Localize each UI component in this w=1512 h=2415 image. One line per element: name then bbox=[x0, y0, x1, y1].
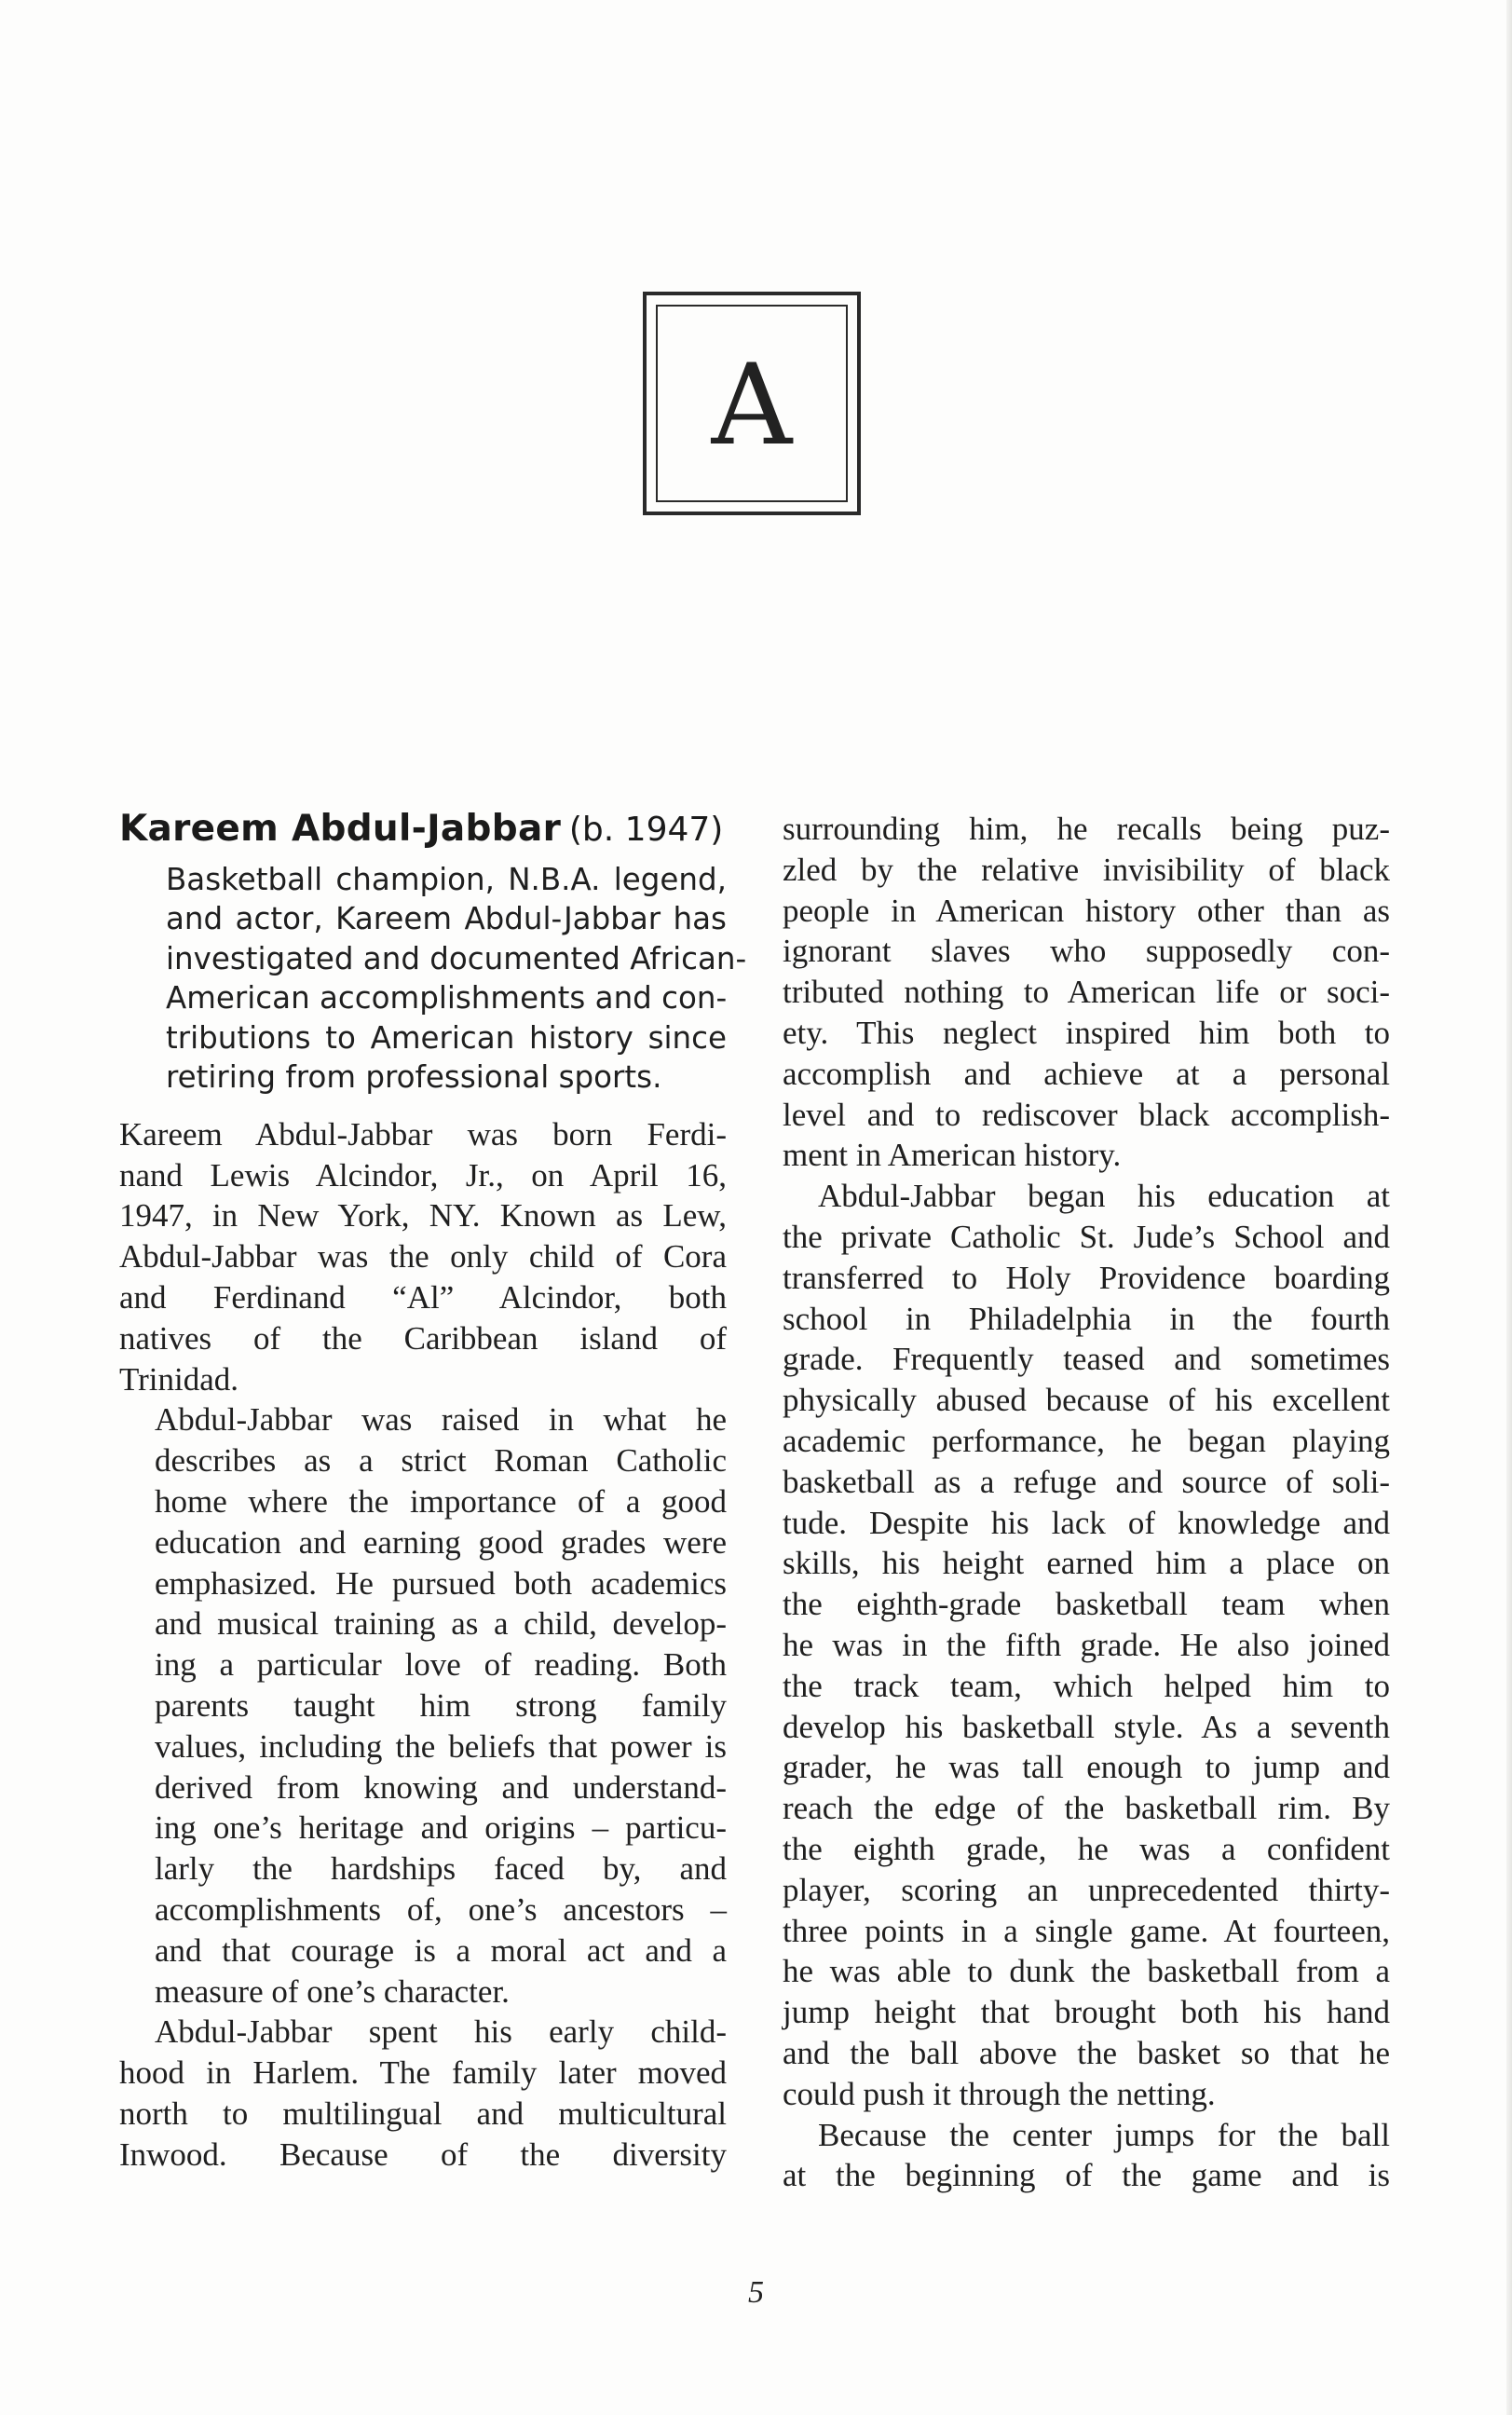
summary-line: and actor, Kareem Abdul-Jabbar has bbox=[166, 901, 727, 937]
text-line: Trinidad. bbox=[119, 1360, 239, 1398]
text-line: tude. Despite his lack of knowledge and bbox=[783, 1504, 1390, 1541]
text-line: Abdul-Jabbar spent his early child- bbox=[155, 2013, 727, 2051]
text-line: ing one’s heritage and origins – particu- bbox=[155, 1809, 727, 1847]
text-line: the eighth grade, he was a confident bbox=[783, 1830, 1390, 1867]
paragraph-childhood bbox=[119, 2012, 727, 2175]
text-line: ment in American history. bbox=[783, 1137, 1122, 1174]
text-line: the eighth-grade basketball team when bbox=[783, 1586, 1390, 1623]
text-line: he was in the fifth grade. He also joined bbox=[783, 1626, 1390, 1663]
text-line: accomplishments of, one’s ancestors – bbox=[155, 1890, 727, 1928]
text-line: and that courage is a moral act and a bbox=[155, 1931, 727, 1969]
paragraph-education bbox=[783, 1176, 1390, 2114]
text-line: measure of one’s character. bbox=[155, 1972, 510, 2010]
summary-line: American accomplishments and con- bbox=[166, 980, 728, 1016]
text-line: people in American history other than as bbox=[783, 892, 1390, 929]
summary-line: investigated and documented African- bbox=[166, 940, 747, 976]
text-line: nand Lewis Alcindor, Jr., on April 16, bbox=[119, 1156, 727, 1194]
text-line: Abdul-Jabbar was the only child of Cora bbox=[119, 1238, 727, 1276]
text-line: tributed nothing to American life or soci- bbox=[783, 974, 1390, 1011]
page-number: 5 bbox=[748, 2275, 764, 2310]
text-line: jump height that brought both his hand bbox=[783, 1994, 1390, 2031]
text-line: hood in Harlem. The family later moved bbox=[119, 2054, 727, 2092]
entry-dates: (b. 1947) bbox=[568, 811, 724, 849]
text-line: transferred to Holy Providence boarding bbox=[783, 1259, 1390, 1296]
text-line: emphasized. He pursued both academics bbox=[155, 1564, 727, 1602]
text-line: Abdul-Jabbar began his education at bbox=[818, 1178, 1390, 1215]
text-line: and the ball above the basket so that he bbox=[783, 2034, 1390, 2071]
text-line: physically abused because of his excellent bbox=[783, 1382, 1390, 1419]
paragraph-upbringing bbox=[119, 1399, 727, 2012]
text-line: reach the edge of the basketball rim. By bbox=[783, 1790, 1390, 1827]
text-line: zled by the relative invisibility of black bbox=[783, 851, 1390, 888]
text-line: parents taught him strong family bbox=[155, 1686, 727, 1724]
text-line: skills, his height earned him a place on bbox=[783, 1545, 1390, 1582]
entry-summary bbox=[166, 860, 747, 1098]
paragraph-invisibility bbox=[783, 809, 1390, 1176]
summary-line: tributions to American history since bbox=[166, 1019, 727, 1056]
paragraph-center bbox=[783, 2115, 1390, 2197]
section-letter: A bbox=[711, 341, 793, 471]
text-line: describes as a strict Roman Catholic bbox=[155, 1442, 727, 1480]
text-line: north to multilingual and multicultural bbox=[119, 2094, 727, 2132]
text-line: grade. Frequently teased and sometimes bbox=[783, 1341, 1390, 1378]
text-line: larly the hardships faced by, and bbox=[155, 1850, 727, 1888]
text-line: three points in a single game. At fourteen, bbox=[783, 1912, 1390, 1949]
text-line: the track team, which helped him to bbox=[783, 1667, 1390, 1704]
text-line: surrounding him, he recalls being puz- bbox=[783, 811, 1390, 847]
section-letter-inner-frame bbox=[656, 305, 848, 502]
text-line: player, scoring an unprecedented thirty- bbox=[783, 1871, 1390, 1908]
page-edge-shadow bbox=[1506, 0, 1512, 2415]
text-line: Because the center jumps for the ball bbox=[818, 2116, 1390, 2153]
entry-heading bbox=[119, 809, 727, 851]
summary-line: Basketball champion, N.B.A. legend, bbox=[166, 861, 727, 897]
text-line: basketball as a refuge and source of soli- bbox=[783, 1463, 1390, 1500]
text-line: he was able to dunk the basketball from a bbox=[783, 1953, 1390, 1990]
left-column bbox=[119, 808, 747, 2176]
right-column bbox=[783, 809, 1390, 2196]
text-line: ing a particular love of reading. Both bbox=[155, 1646, 727, 1684]
text-line: derived from knowing and understand- bbox=[155, 1768, 727, 1806]
text-line: ignorant slaves who supposedly con- bbox=[783, 933, 1390, 970]
text-line: Kareem Abdul-Jabbar was born Ferdi- bbox=[119, 1115, 727, 1153]
text-line: values, including the beliefs that power is bbox=[155, 1727, 727, 1765]
text-line: the private Catholic St. Jude’s School and bbox=[783, 1218, 1390, 1255]
text-line: and Ferdinand “Al” Alcindor, both bbox=[119, 1278, 727, 1316]
text-line: develop his basketball style. As a seventh bbox=[783, 1708, 1390, 1745]
text-line: home where the importance of a good bbox=[155, 1482, 727, 1520]
text-line: ety. This neglect inspired him both to bbox=[783, 1014, 1390, 1051]
text-line: could push it through the netting. bbox=[783, 2075, 1216, 2112]
text-line: accomplish and achieve at a personal bbox=[783, 1055, 1390, 1092]
section-letter-box bbox=[643, 292, 861, 515]
paragraph-birth bbox=[119, 1114, 727, 1400]
text-line: school in Philadelphia in the fourth bbox=[783, 1300, 1390, 1337]
text-line: at the beginning of the game and is bbox=[783, 2157, 1390, 2194]
text-line: education and earning good grades were bbox=[155, 1523, 727, 1561]
summary-line: retiring from professional sports. bbox=[166, 1059, 662, 1096]
entry-name: Kareem Abdul-Jabbar bbox=[119, 808, 562, 850]
text-line: level and to rediscover black accomplish- bbox=[783, 1096, 1390, 1133]
text-line: Inwood. Because of the diversity bbox=[119, 2135, 727, 2173]
text-line: grader, he was tall enough to jump and bbox=[783, 1749, 1390, 1786]
text-line: 1947, in New York, NY. Known as Lew, bbox=[119, 1197, 727, 1235]
text-line: Abdul-Jabbar was raised in what he bbox=[155, 1401, 727, 1439]
text-line: and musical training as a child, develop- bbox=[155, 1605, 727, 1643]
text-line: academic performance, he began playing bbox=[783, 1422, 1390, 1459]
text-line: natives of the Caribbean island of bbox=[119, 1319, 727, 1357]
